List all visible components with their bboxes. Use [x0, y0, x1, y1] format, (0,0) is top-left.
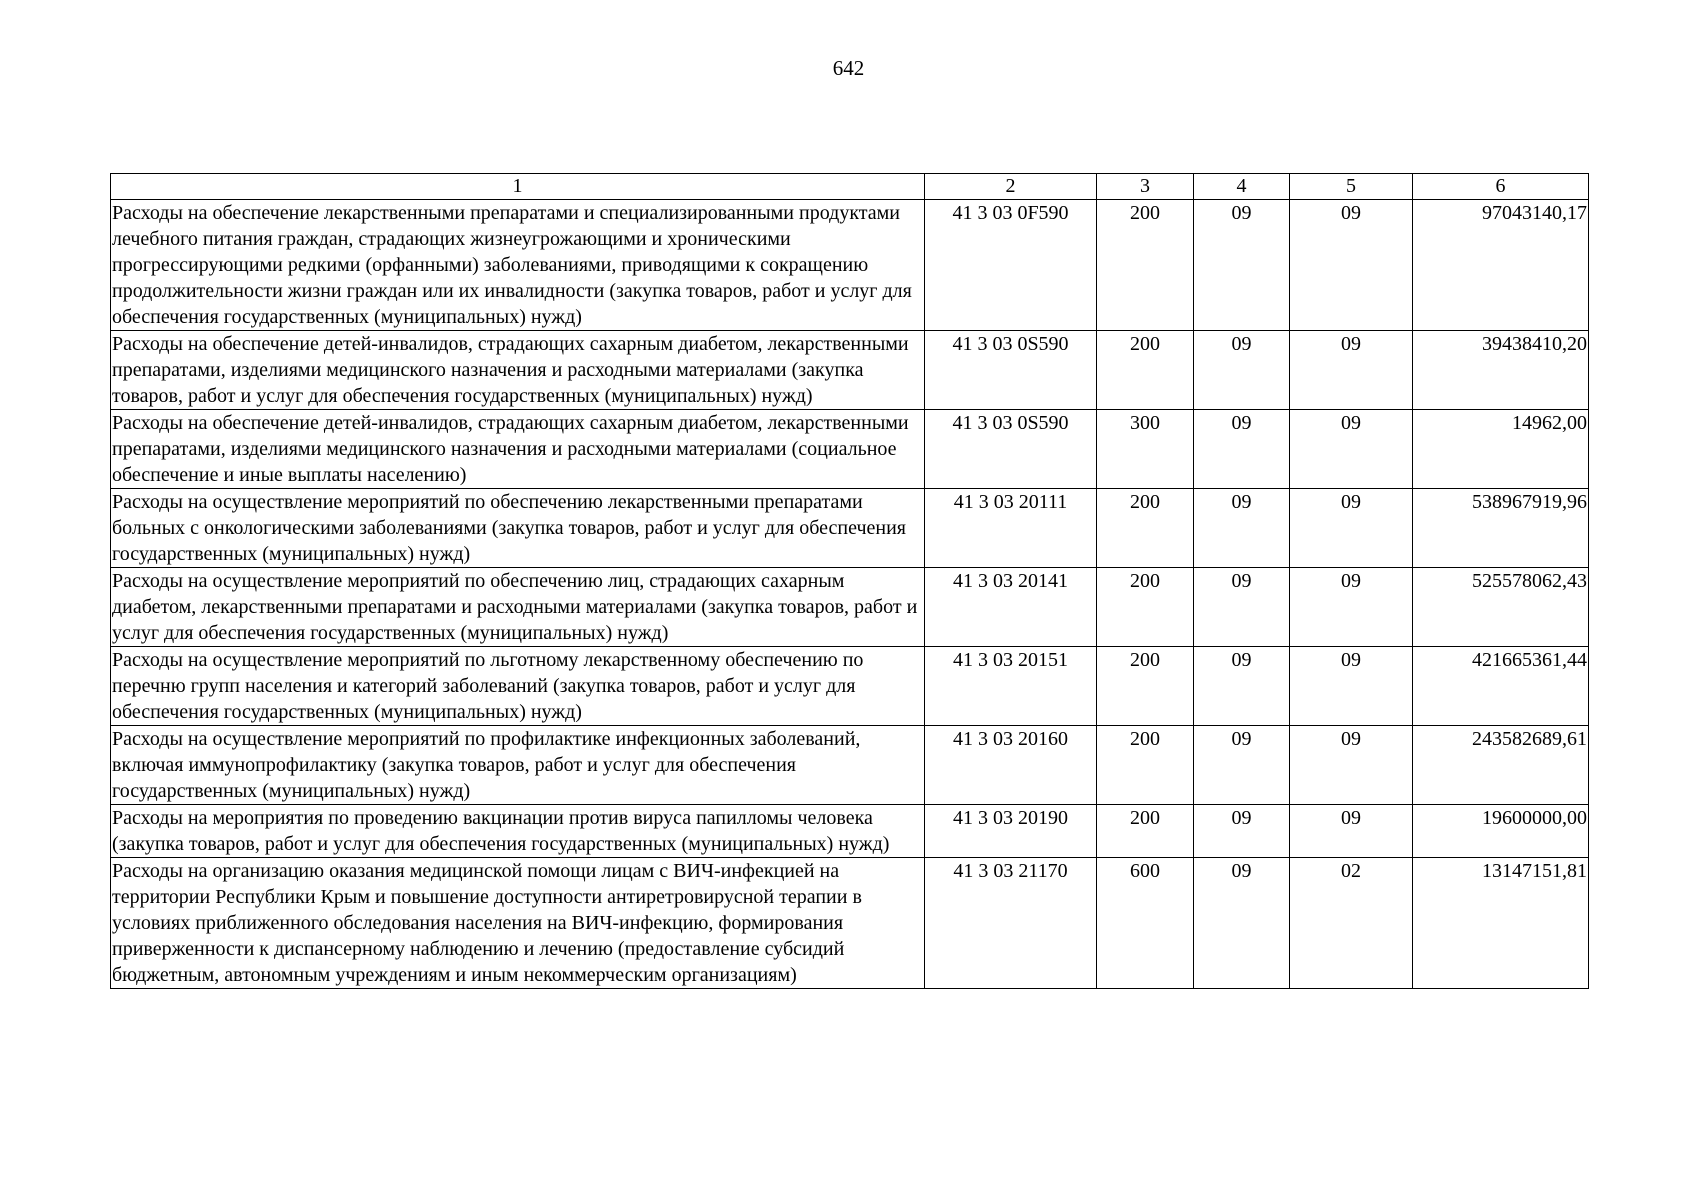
table-row [111, 568, 1589, 647]
target-article-code: 41 3 03 20190 [925, 805, 1097, 858]
expense-type-code: 200 [1097, 568, 1194, 647]
expense-description: Расходы на мероприятия по проведению вакцинации против вируса папилломы человека (закупка товаров, работ и услуг для обеспечения государственных (муниципальных) нужд) [111, 805, 925, 858]
target-article-code: 41 3 03 21170 [925, 858, 1097, 989]
subsection-code: 09 [1290, 331, 1413, 410]
subsection-code: 09 [1290, 200, 1413, 331]
amount: 421665361,44 [1413, 647, 1589, 726]
column-header-4: 4 [1194, 174, 1290, 200]
expense-type-code: 200 [1097, 200, 1194, 331]
column-header-6: 6 [1413, 174, 1589, 200]
section-code: 09 [1194, 726, 1290, 805]
section-code: 09 [1194, 410, 1290, 489]
expense-type-code: 300 [1097, 410, 1194, 489]
amount: 538967919,96 [1413, 489, 1589, 568]
expense-type-code: 600 [1097, 858, 1194, 989]
section-code: 09 [1194, 647, 1290, 726]
table-row [111, 726, 1589, 805]
table-row [111, 410, 1589, 489]
expense-description: Расходы на осуществление мероприятий по профилактике инфекционных заболеваний, включая иммунопрофилактику (закупка товаров, работ и услуг для обеспечения государственных (муниципальных) нужд) [111, 726, 925, 805]
amount: 14962,00 [1413, 410, 1589, 489]
table-row [111, 805, 1589, 858]
expense-description: Расходы на обеспечение лекарственными препаратами и специализированными продуктами лечебного питания граждан, страдающих жизнеугрожающими и хроническими прогрессирующими редкими (орфанными) заболеваниями, приводящими к сокращению продолжительности жизни граждан или их инвалидности (закупка товаров, работ и услуг для обеспечения государственных (муниципальных) нужд) [111, 200, 925, 331]
amount: 243582689,61 [1413, 726, 1589, 805]
table-header-row [111, 174, 1589, 200]
subsection-code: 09 [1290, 647, 1413, 726]
column-header-5: 5 [1290, 174, 1413, 200]
section-code: 09 [1194, 858, 1290, 989]
target-article-code: 41 3 03 20160 [925, 726, 1097, 805]
expense-description: Расходы на организацию оказания медицинской помощи лицам с ВИЧ-инфекцией на территории Республики Крым и повышение доступности антиретровирусной терапии в условиях приближенного обследования населения на ВИЧ-инфекцию, формирования приверженности к диспансерному наблюдению и лечению (предоставление субсидий бюджетным, автономным учреждениям и иным некоммерческим организациям) [111, 858, 925, 989]
target-article-code: 41 3 03 20151 [925, 647, 1097, 726]
amount: 525578062,43 [1413, 568, 1589, 647]
column-header-3: 3 [1097, 174, 1194, 200]
expense-type-code: 200 [1097, 647, 1194, 726]
column-header-2: 2 [925, 174, 1097, 200]
target-article-code: 41 3 03 0S590 [925, 331, 1097, 410]
expense-description: Расходы на обеспечение детей-инвалидов, страдающих сахарным диабетом, лекарственными препаратами, изделиями медицинского назначения и расходными материалами (закупка товаров, работ и услуг для обеспечения государственных (муниципальных) нужд) [111, 331, 925, 410]
table-row [111, 331, 1589, 410]
subsection-code: 09 [1290, 489, 1413, 568]
amount: 19600000,00 [1413, 805, 1589, 858]
expense-description: Расходы на осуществление мероприятий по льготному лекарственному обеспечению по перечню групп населения и категорий заболеваний (закупка товаров, работ и услуг для обеспечения государственных (муниципальных) нужд) [111, 647, 925, 726]
amount: 13147151,81 [1413, 858, 1589, 989]
target-article-code: 41 3 03 0S590 [925, 410, 1097, 489]
subsection-code: 09 [1290, 568, 1413, 647]
subsection-code: 02 [1290, 858, 1413, 989]
target-article-code: 41 3 03 20111 [925, 489, 1097, 568]
expense-type-code: 200 [1097, 331, 1194, 410]
target-article-code: 41 3 03 0F590 [925, 200, 1097, 331]
section-code: 09 [1194, 489, 1290, 568]
table-row [111, 200, 1589, 331]
subsection-code: 09 [1290, 410, 1413, 489]
table-row [111, 489, 1589, 568]
target-article-code: 41 3 03 20141 [925, 568, 1097, 647]
section-code: 09 [1194, 805, 1290, 858]
column-header-1: 1 [111, 174, 925, 200]
expense-description: Расходы на осуществление мероприятий по обеспечению лиц, страдающих сахарным диабетом, лекарственными препаратами и расходными материалами (закупка товаров, работ и услуг для обеспечения государственных (муниципальных) нужд) [111, 568, 925, 647]
expense-description: Расходы на осуществление мероприятий по обеспечению лекарственными препаратами больных с онкологическими заболеваниями (закупка товаров, работ и услуг для обеспечения государственных (муниципальных) нужд) [111, 489, 925, 568]
expense-type-code: 200 [1097, 726, 1194, 805]
section-code: 09 [1194, 331, 1290, 410]
page-number: 642 [832, 56, 865, 80]
table-row [111, 647, 1589, 726]
expense-type-code: 200 [1097, 489, 1194, 568]
expense-type-code: 200 [1097, 805, 1194, 858]
amount: 39438410,20 [1413, 331, 1589, 410]
table-row [111, 858, 1589, 989]
section-code: 09 [1194, 200, 1290, 331]
amount: 97043140,17 [1413, 200, 1589, 331]
budget-expenditure-table [110, 173, 1589, 989]
expense-description: Расходы на обеспечение детей-инвалидов, страдающих сахарным диабетом, лекарственными препаратами, изделиями медицинского назначения и расходными материалами (социальное обеспечение и иные выплаты населению) [111, 410, 925, 489]
subsection-code: 09 [1290, 805, 1413, 858]
section-code: 09 [1194, 568, 1290, 647]
subsection-code: 09 [1290, 726, 1413, 805]
